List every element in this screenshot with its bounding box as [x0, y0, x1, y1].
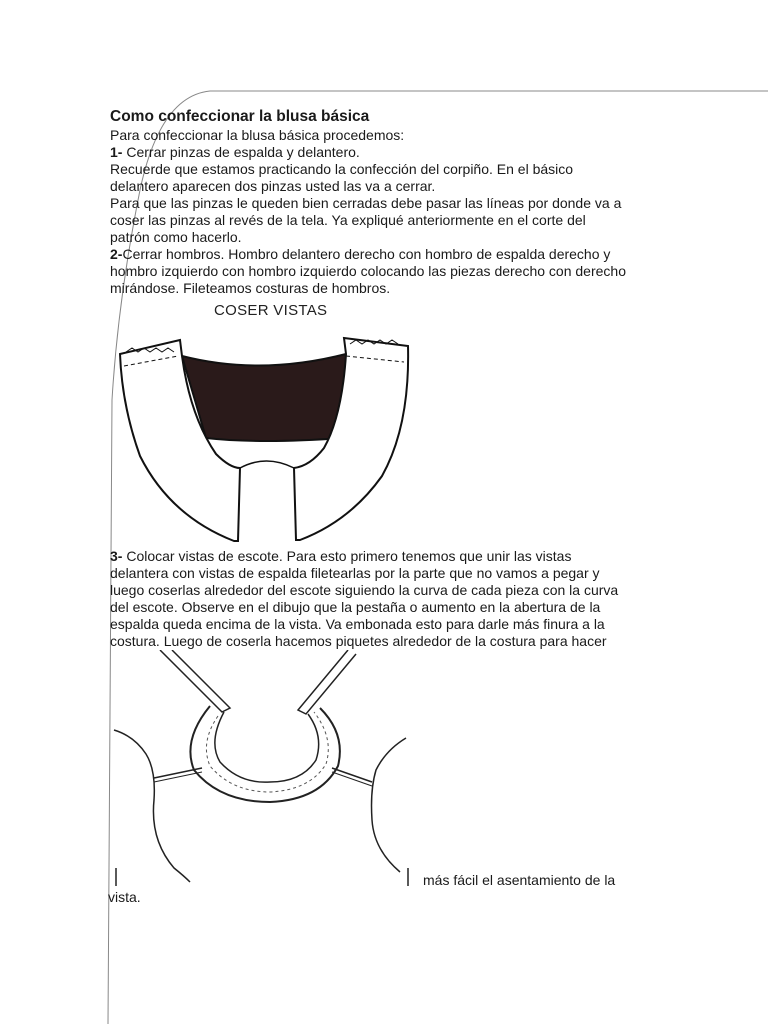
step-2-line: hombro izquierdo con hombro izquierdo colocando las piezas derecho con derecho: [110, 263, 626, 279]
step-3-text: Colocar vistas de escote. Para esto primero tenemos que unir las vistas: [122, 548, 572, 564]
figure-1-coser-vistas: [110, 326, 420, 546]
figure-2-neckline-facing: [110, 650, 420, 890]
step-2-line: mirándose. Fileteamos costuras de hombros.: [110, 280, 391, 296]
figure-1-label: COSER VISTAS: [214, 302, 328, 319]
step-2-number: 2-: [110, 246, 123, 262]
step-3-number: 3-: [110, 548, 123, 564]
step-2-text: Cerrar hombros. Hombro delantero derecho con hombro de espalda derecho y: [122, 246, 611, 262]
step-3-line: costura. Luego de coserla hacemos piquetes alrededor de la costura para hacer: [110, 633, 607, 649]
step-3-line: del escote. Observe en el dibujo que la pestaña o aumento en la abertura de la: [110, 599, 601, 615]
step-1-number: 1-: [110, 144, 123, 160]
step-3-continuation: más fácil el asentamiento de la: [423, 872, 616, 888]
step-3-continuation-end: vista.: [108, 889, 141, 905]
step-3-line: luego coserlas alrededor del escote siguiendo la curva de cada pieza con la curva: [110, 582, 619, 598]
step-3-line: espalda queda encima de la vista. Va embonada esto para darle más finura a la: [110, 616, 605, 632]
step-3-line: [110, 548, 662, 565]
step-1-line: delantero aparecen dos pinzas usted las va a cerrar.: [110, 178, 436, 194]
step-1-line: coser las pinzas al revés de la tela. Ya expliqué anteriormente en el corte del: [110, 212, 586, 228]
page-title: Como confeccionar la blusa básica: [110, 108, 370, 125]
step-1-line: [110, 144, 662, 161]
step-3-line: delantera con vistas de espalda filetearlas por la parte que no vamos a pegar y: [110, 565, 600, 581]
step-1-text: Cerrar pinzas de espalda y delantero.: [122, 144, 360, 160]
intro-text: Para confeccionar la blusa básica procedemos:: [110, 127, 405, 143]
step-1-line: Para que las pinzas le queden bien cerradas debe pasar las líneas por donde va a: [110, 195, 622, 211]
step-1-line: Recuerde que estamos practicando la confección del corpiño. En el básico: [110, 161, 574, 177]
step-1-line: patrón como hacerlo.: [110, 229, 242, 245]
step-2-line: [110, 246, 662, 263]
